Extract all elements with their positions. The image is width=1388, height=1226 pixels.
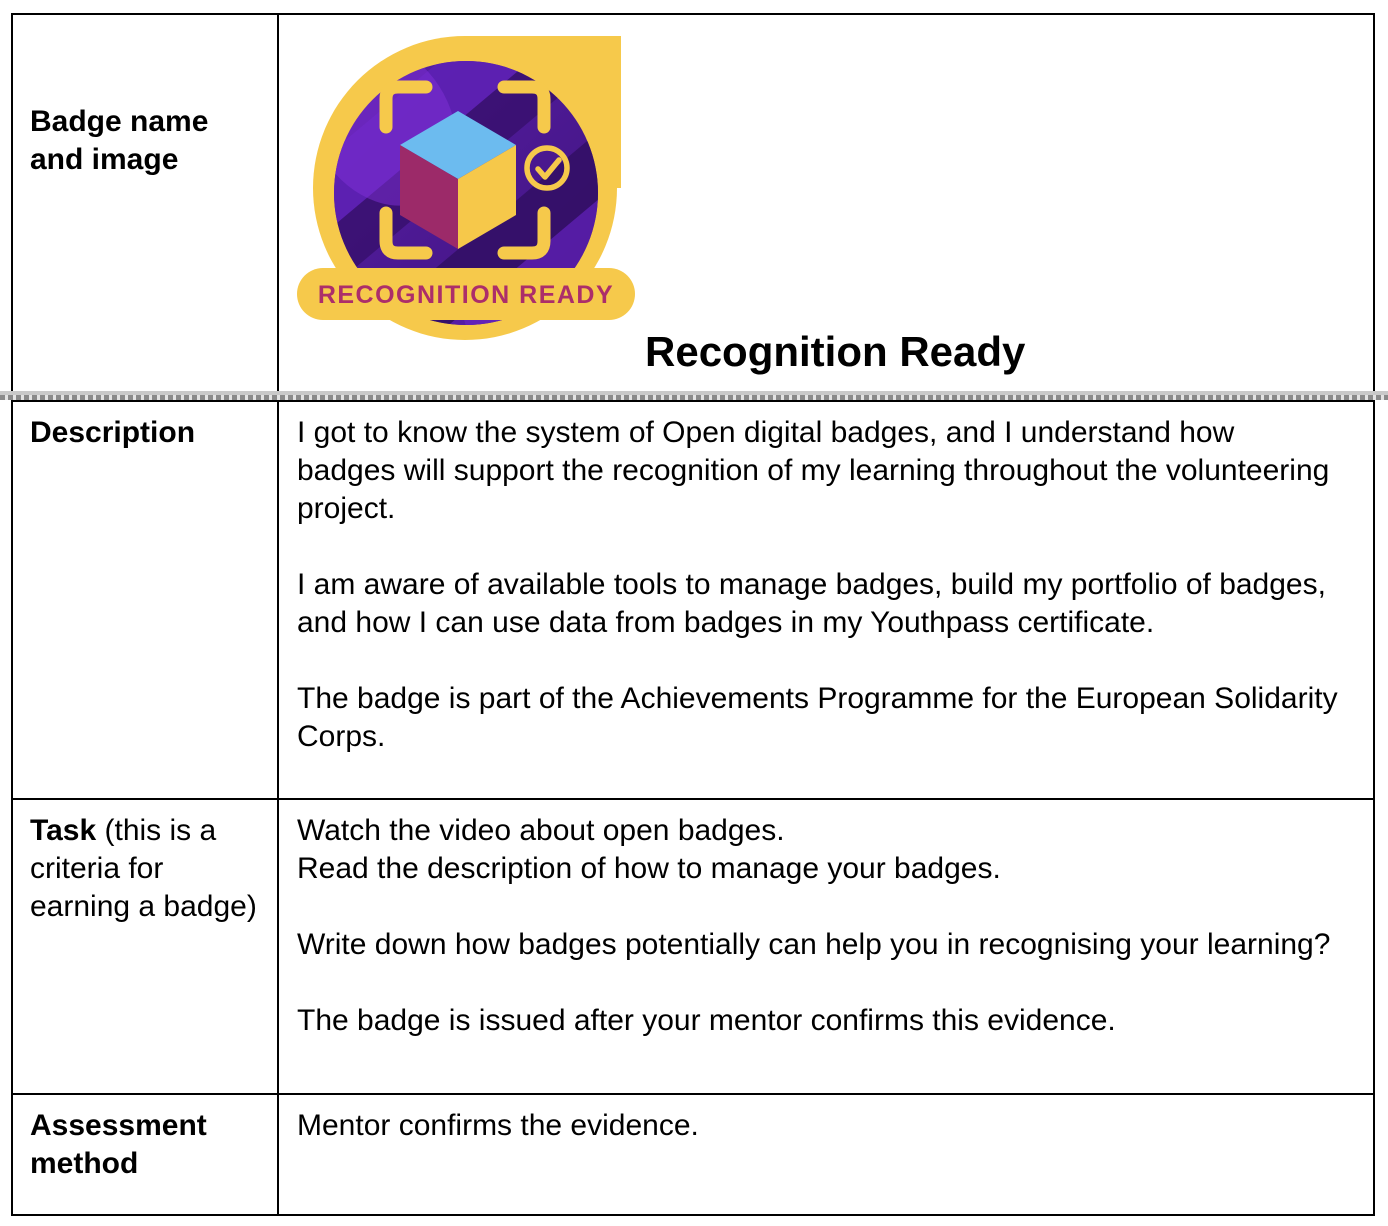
row-header-assessment: Assessment method — [11, 1095, 279, 1214]
table-row-assessment — [11, 1093, 1375, 1216]
description-paragraph-1: I got to know the system of Open digital badges, and I understand how badges will support the recognition of my learning throughout the volunteering project. — [297, 416, 1330, 525]
description-paragraph-3: The badge is part of the Achievements Programme for the European Solidarity Corps. — [297, 682, 1338, 753]
page-break-indicator — [0, 391, 1388, 400]
description-paragraph-2: I am aware of available tools to manage badges, build my portfolio of badges, and how I can use data from badges in my Youthpass certificate. — [297, 568, 1326, 639]
badge-banner — [297, 268, 635, 320]
badge-banner-text: RECOGNITION READY — [317, 281, 615, 309]
description-cell — [279, 402, 1375, 798]
task-label-bold: Task — [30, 814, 97, 847]
assessment-text: Mentor confirms the evidence. — [297, 1109, 699, 1142]
row-header-description: Description — [11, 402, 279, 798]
table-row-badge — [11, 13, 1375, 391]
assessment-cell — [279, 1095, 1375, 1214]
task-cell — [279, 800, 1375, 1093]
recognition-ready-badge-image — [300, 35, 632, 345]
task-paragraph-2: Write down how badges potentially can help you in recognising your learning? — [297, 928, 1331, 961]
task-paragraph-3: The badge is issued after your mentor confirms this evidence. — [297, 1004, 1116, 1037]
table-row-task — [11, 798, 1375, 1093]
task-line-2: Read the description of how to manage your badges. — [297, 852, 1001, 885]
badge-info-table — [11, 13, 1375, 1216]
task-line-1: Watch the video about open badges. — [297, 814, 785, 847]
badge-cell — [279, 15, 1375, 391]
table-row-description — [11, 400, 1375, 798]
row-header-badge-name: Badge name and image — [11, 15, 279, 391]
task-label-rest: (this is a criteria for earning a badge) — [30, 814, 257, 923]
badge-title: Recognition Ready — [645, 328, 1026, 375]
row-header-task — [11, 800, 279, 1093]
